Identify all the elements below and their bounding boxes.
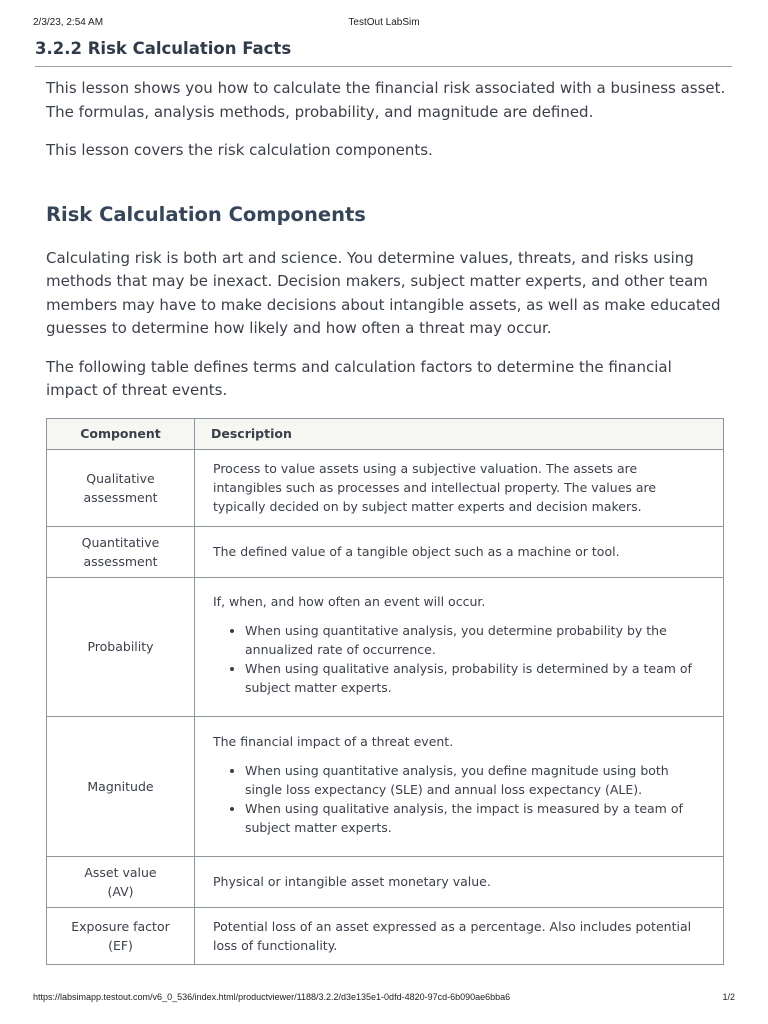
section-paragraph-2: The following table defines terms and calculation factors to determine the financial impact of threat events. [46,357,672,399]
table-row [47,577,724,716]
component-abbreviation: (EF) [108,937,133,953]
column-header-description: Description [195,418,724,449]
print-date: 2/3/23, 2:54 AM [33,17,104,28]
description-text: The financial impact of a threat event. [213,733,454,749]
list-item: • When using quantitative analysis, you define magnitude using both single loss expectancy (SLE) and annual loss expectancy (ALE). [245,761,705,799]
component-name: Exposure factor [71,918,170,934]
page-number: 1/2 [722,992,735,1002]
print-footer [33,992,735,1006]
lesson-title: 3.2.2 Risk Calculation Facts [35,39,732,67]
description-cell [195,577,724,716]
table-header-row [47,418,724,449]
table-row [47,526,724,577]
component-cell [47,856,195,907]
table-row [47,856,724,907]
list-item: • When using qualitative analysis, probability is determined by a team of subject matter experts. [245,659,705,697]
intro-paragraph-2: This lesson covers the risk calculation components. [46,141,433,159]
description-cell [195,716,724,856]
component-abbreviation: (AV) [107,883,134,899]
component-cell: Quantitative assessment [47,526,195,577]
column-header-component: Component [47,418,195,449]
table-row [47,716,724,856]
section-heading: Risk Calculation Components [46,202,366,226]
component-name: Asset value [84,864,157,880]
component-cell: Probability [47,577,195,716]
list-item: • When using qualitative analysis, the impact is measured by a team of subject matter experts. [245,799,705,837]
description-cell: Process to value assets using a subjective valuation. The assets are intangibles such as processes and intellectual property. The values are typically decided on by subject matter experts and decision makers. [195,449,724,526]
description-cell: The defined value of a tangible object such as a machine or tool. [195,526,724,577]
description-bullet-list [213,761,705,837]
component-cell [47,907,195,964]
table-row [47,449,724,526]
description-bullet-list [213,621,705,697]
table-row [47,907,724,964]
risk-components-table [46,418,724,965]
print-header [33,17,735,31]
print-site-title: TestOut LabSim [348,17,420,28]
intro-paragraph-1: This lesson shows you how to calculate the financial risk associated with a business asset. The formulas, analysis methods, probability, and magnitude are defined. [46,79,726,121]
component-cell: Magnitude [47,716,195,856]
section-paragraph-1: Calculating risk is both art and science. You determine values, threats, and risks using methods that may be inexact. Decision makers, subject matter experts, and other team members may have to make decisions about intangible assets, as well as make educated guesses to determine how likely and how often a threat may occur. [46,248,721,337]
description-cell: Physical or intangible asset monetary value. [195,856,724,907]
description-cell: Potential loss of an asset expressed as a percentage. Also includes potential loss of functionality. [195,907,724,964]
list-item: • When using quantitative analysis, you determine probability by the annualized rate of occurrence. [245,621,705,659]
description-text: If, when, and how often an event will occur. [213,594,486,609]
lesson-content [46,77,726,965]
page-url: https://labsimapp.testout.com/v6_0_536/index.html/productviewer/1188/3.2.2/d3e135e1-0dfd-4820-97cd-6b090ae6bba6 [33,992,511,1002]
component-cell: Qualitative assessment [47,449,195,526]
